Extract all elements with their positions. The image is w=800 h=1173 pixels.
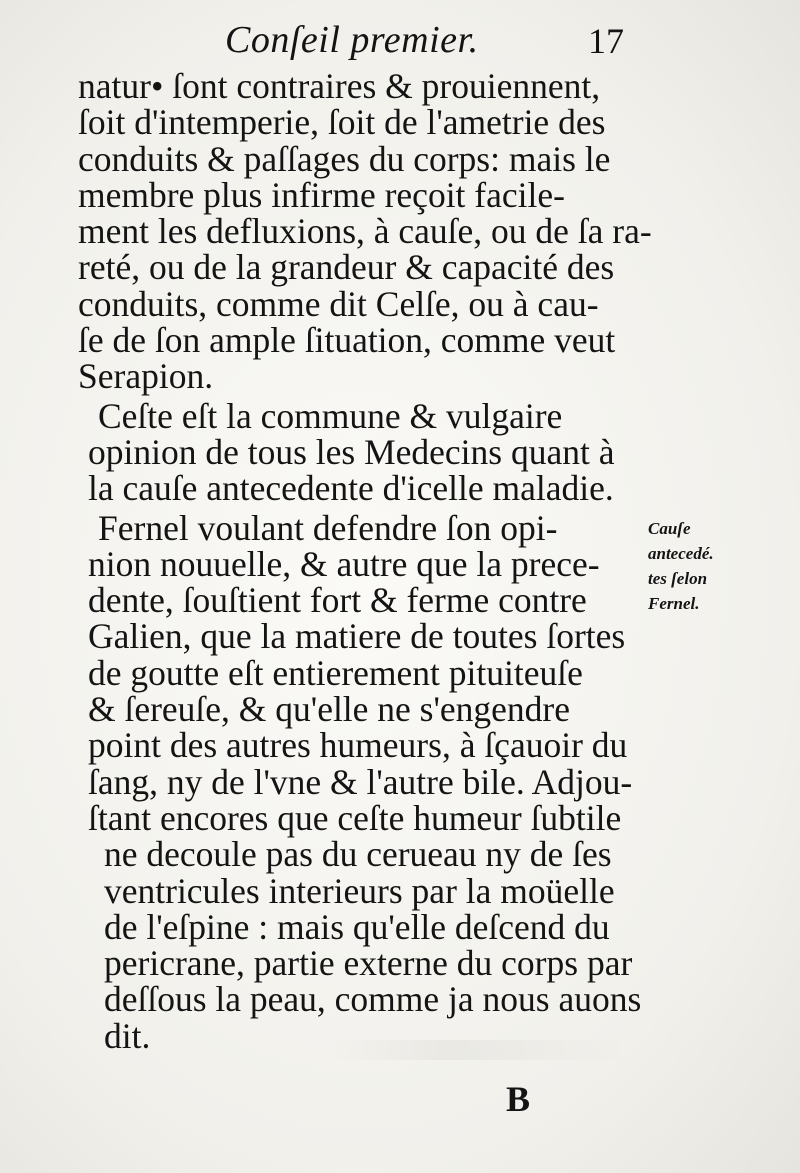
show-through-bleed (330, 1040, 630, 1060)
text-line: dente, ſouſtient fort & ferme contre (88, 580, 587, 621)
margin-note (648, 516, 798, 616)
text-line: deſſous la peau, comme ja nous auons (104, 979, 642, 1020)
text-line: ventricules interieurs par la moüelle (104, 870, 615, 911)
text-line: ſang, ny de l'vne & l'autre bile. Adjou- (88, 761, 633, 802)
text-line: la cauſe antecedente d'icelle maladie. (88, 468, 614, 509)
paragraph-first-line: Ceſte eſt la commune & vulgaire (98, 395, 563, 436)
text-line: conduits, comme dit Celſe, ou à cau- (78, 283, 599, 324)
text-line: & ſereuſe, & qu'elle ne s'engendre (88, 689, 570, 730)
margin-note-line: antecedé. (648, 544, 714, 563)
margin-note-line: tes ſelon (648, 569, 708, 588)
text-line: ne decoule pas du cerueau ny de ſes (104, 834, 612, 875)
text-line: ſe de ſon ample ſituation, comme veut (78, 320, 616, 361)
text-line: opinion de tous les Medecins quant à (88, 431, 615, 472)
text-line: pericrane, partie externe du corps par (104, 943, 633, 984)
margin-note-line: Cauſe (648, 519, 691, 538)
text-line: conduits & paſſages du corps: mais le (78, 138, 611, 179)
text-line: de goutte eſt entierement pituiteuſe (88, 652, 583, 693)
text-line: dit. (104, 1015, 151, 1056)
signature-mark: B (506, 1079, 531, 1119)
running-head: Conſeil premier. (225, 19, 479, 61)
paragraph-first-line: Fernel voulant defendre ſon opi- (98, 507, 558, 548)
text-line: ſtant encores que ceſte humeur ſubtile (88, 797, 622, 838)
text-line: natur• ſont contraires & prouiennent, (78, 66, 601, 106)
text-line: Galien, que la matiere de toutes ſortes (88, 616, 626, 657)
text-line: Serapion. (78, 356, 214, 397)
body-text (78, 68, 668, 1054)
page-header (0, 18, 800, 68)
text-line: reté, ou de la grandeur & capacité des (78, 247, 615, 288)
text-line: de l'eſpine : mais qu'elle deſcend du (104, 906, 610, 947)
text-line: membre plus infirme reçoit facile- (78, 174, 565, 215)
text-line: nion nouuelle, & autre que la prece- (88, 543, 600, 584)
text-line: point des autres humeurs, à ſçauoir du (88, 725, 628, 766)
margin-note-line: Fernel. (648, 594, 700, 613)
page-number: 17 (588, 21, 624, 61)
text-line: ment les defluxions, à cauſe, ou de ſa ra- (78, 211, 652, 252)
text-line: ſoit d'intemperie, ſoit de l'ametrie des (78, 102, 606, 143)
